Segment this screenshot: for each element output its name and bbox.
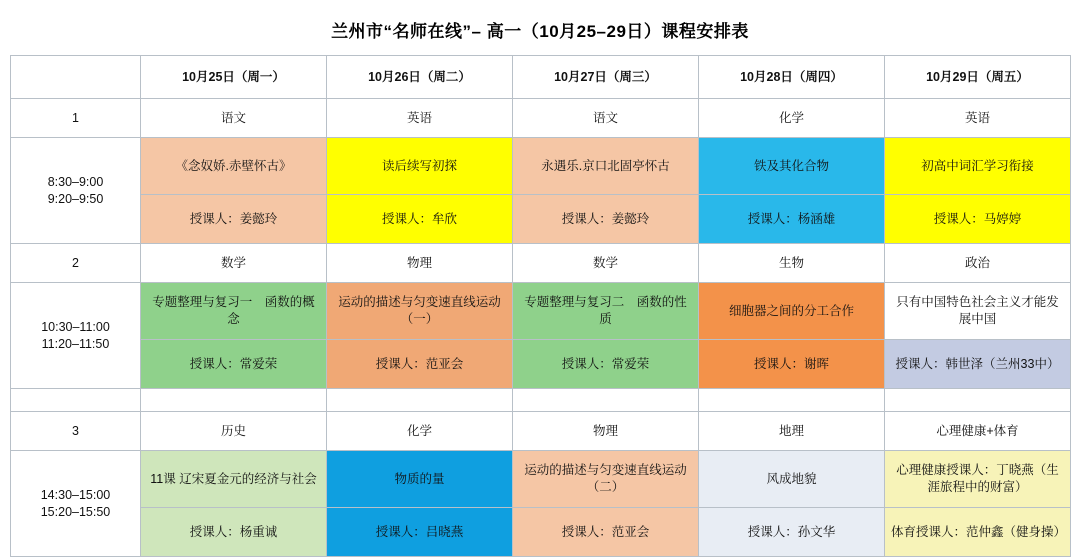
- teacher-cell: 授课人：孙文华: [699, 508, 885, 557]
- topic-cell: 读后续写初探: [327, 138, 513, 195]
- subject-cell: 地理: [699, 412, 885, 451]
- period-subject-row: [11, 99, 1071, 138]
- header-date-tue: 10月26日（周二）: [327, 56, 513, 99]
- teacher-cell: 授课人：韩世泽（兰州33中）: [885, 340, 1071, 389]
- header-date-mon: 10月25日（周一）: [141, 56, 327, 99]
- teacher-cell: 体育授课人：范仲鑫（健身操）: [885, 508, 1071, 557]
- teacher-cell: 授课人：谢晖: [699, 340, 885, 389]
- period-number: 2: [11, 244, 141, 283]
- teacher-row: [11, 340, 1071, 389]
- period-number: 1: [11, 99, 141, 138]
- time-line-2: 11:20–11:50: [41, 336, 110, 351]
- subject-cell: 化学: [327, 412, 513, 451]
- header-date-wed: 10月27日（周三）: [513, 56, 699, 99]
- period-number: 3: [11, 412, 141, 451]
- topic-cell: 物质的量: [327, 451, 513, 508]
- spacer-cell: [699, 389, 885, 412]
- table-header-row: [11, 56, 1071, 99]
- teacher-cell: 授课人：杨重诚: [141, 508, 327, 557]
- subject-cell: 语文: [141, 99, 327, 138]
- period-subject-row: [11, 412, 1071, 451]
- header-date-thu: 10月28日（周四）: [699, 56, 885, 99]
- topic-cell: 初高中词汇学习衔接: [885, 138, 1071, 195]
- subject-cell: 英语: [885, 99, 1071, 138]
- spacer-cell: [513, 389, 699, 412]
- topic-cell: 运动的描述与匀变速直线运动（一）: [327, 283, 513, 340]
- subject-cell: 数学: [513, 244, 699, 283]
- topic-cell: 细胞器之间的分工合作: [699, 283, 885, 340]
- topic-cell: 心理健康授课人：丁晓燕（生涯旅程中的财富）: [885, 451, 1071, 508]
- topic-cell: 专题整理与复习二 函数的性质: [513, 283, 699, 340]
- subject-cell: 物理: [513, 412, 699, 451]
- topic-cell: 永遇乐.京口北固亭怀古: [513, 138, 699, 195]
- teacher-cell: 授课人：范亚会: [513, 508, 699, 557]
- time-line-1: 10:30–11:00: [41, 319, 110, 334]
- spacer-cell: [11, 389, 141, 412]
- topic-row: [11, 283, 1071, 340]
- subject-cell: 历史: [141, 412, 327, 451]
- page-title: 兰州市“名师在线”– 高一（10月25–29日）课程安排表: [331, 22, 749, 41]
- teacher-row: [11, 195, 1071, 244]
- topic-row: [11, 451, 1071, 508]
- subject-cell: 生物: [699, 244, 885, 283]
- teacher-cell: 授课人：牟欣: [327, 195, 513, 244]
- time-cell: [11, 283, 141, 389]
- subject-cell: 化学: [699, 99, 885, 138]
- subject-cell: 数学: [141, 244, 327, 283]
- time-cell: [11, 451, 141, 557]
- period-subject-row: [11, 244, 1071, 283]
- spacer-cell: [141, 389, 327, 412]
- schedule-table: [10, 55, 1071, 557]
- time-line-2: 15:20–15:50: [40, 504, 111, 519]
- topic-row: [11, 138, 1071, 195]
- topic-cell: 运动的描述与匀变速直线运动（二）: [513, 451, 699, 508]
- subject-cell: 语文: [513, 99, 699, 138]
- spacer-cell: [885, 389, 1071, 412]
- topic-cell: 风成地貌: [699, 451, 885, 508]
- topic-cell: 《念奴娇.赤壁怀古》: [141, 138, 327, 195]
- teacher-cell: 授课人：吕晓燕: [327, 508, 513, 557]
- time-line-1: 8:30–9:00: [47, 174, 104, 189]
- teacher-cell: 授课人：姜懿玲: [513, 195, 699, 244]
- section-spacer: [11, 389, 1071, 412]
- subject-cell: 英语: [327, 99, 513, 138]
- teacher-cell: 授课人：常爱荣: [513, 340, 699, 389]
- teacher-cell: 授课人：马婷婷: [885, 195, 1071, 244]
- spacer-cell: [327, 389, 513, 412]
- teacher-cell: 授课人：常爱荣: [141, 340, 327, 389]
- teacher-row: [11, 508, 1071, 557]
- subject-cell: 心理健康+体育: [885, 412, 1071, 451]
- teacher-cell: 授课人：范亚会: [327, 340, 513, 389]
- teacher-cell: 授课人：姜懿玲: [141, 195, 327, 244]
- topic-cell: 只有中国特色社会主义才能发展中国: [885, 283, 1071, 340]
- time-line-1: 14:30–15:00: [40, 487, 111, 502]
- time-cell: [11, 138, 141, 244]
- teacher-cell: 授课人：杨涵雄: [699, 195, 885, 244]
- header-corner-cell: [11, 56, 141, 99]
- topic-cell: 铁及其化合物: [699, 138, 885, 195]
- subject-cell: 政治: [885, 244, 1071, 283]
- header-date-fri: 10月29日（周五）: [885, 56, 1071, 99]
- subject-cell: 物理: [327, 244, 513, 283]
- topic-cell: 专题整理与复习一 函数的概念: [141, 283, 327, 340]
- topic-cell: 11课 辽宋夏金元的经济与社会: [141, 451, 327, 508]
- time-line-2: 9:20–9:50: [47, 191, 104, 206]
